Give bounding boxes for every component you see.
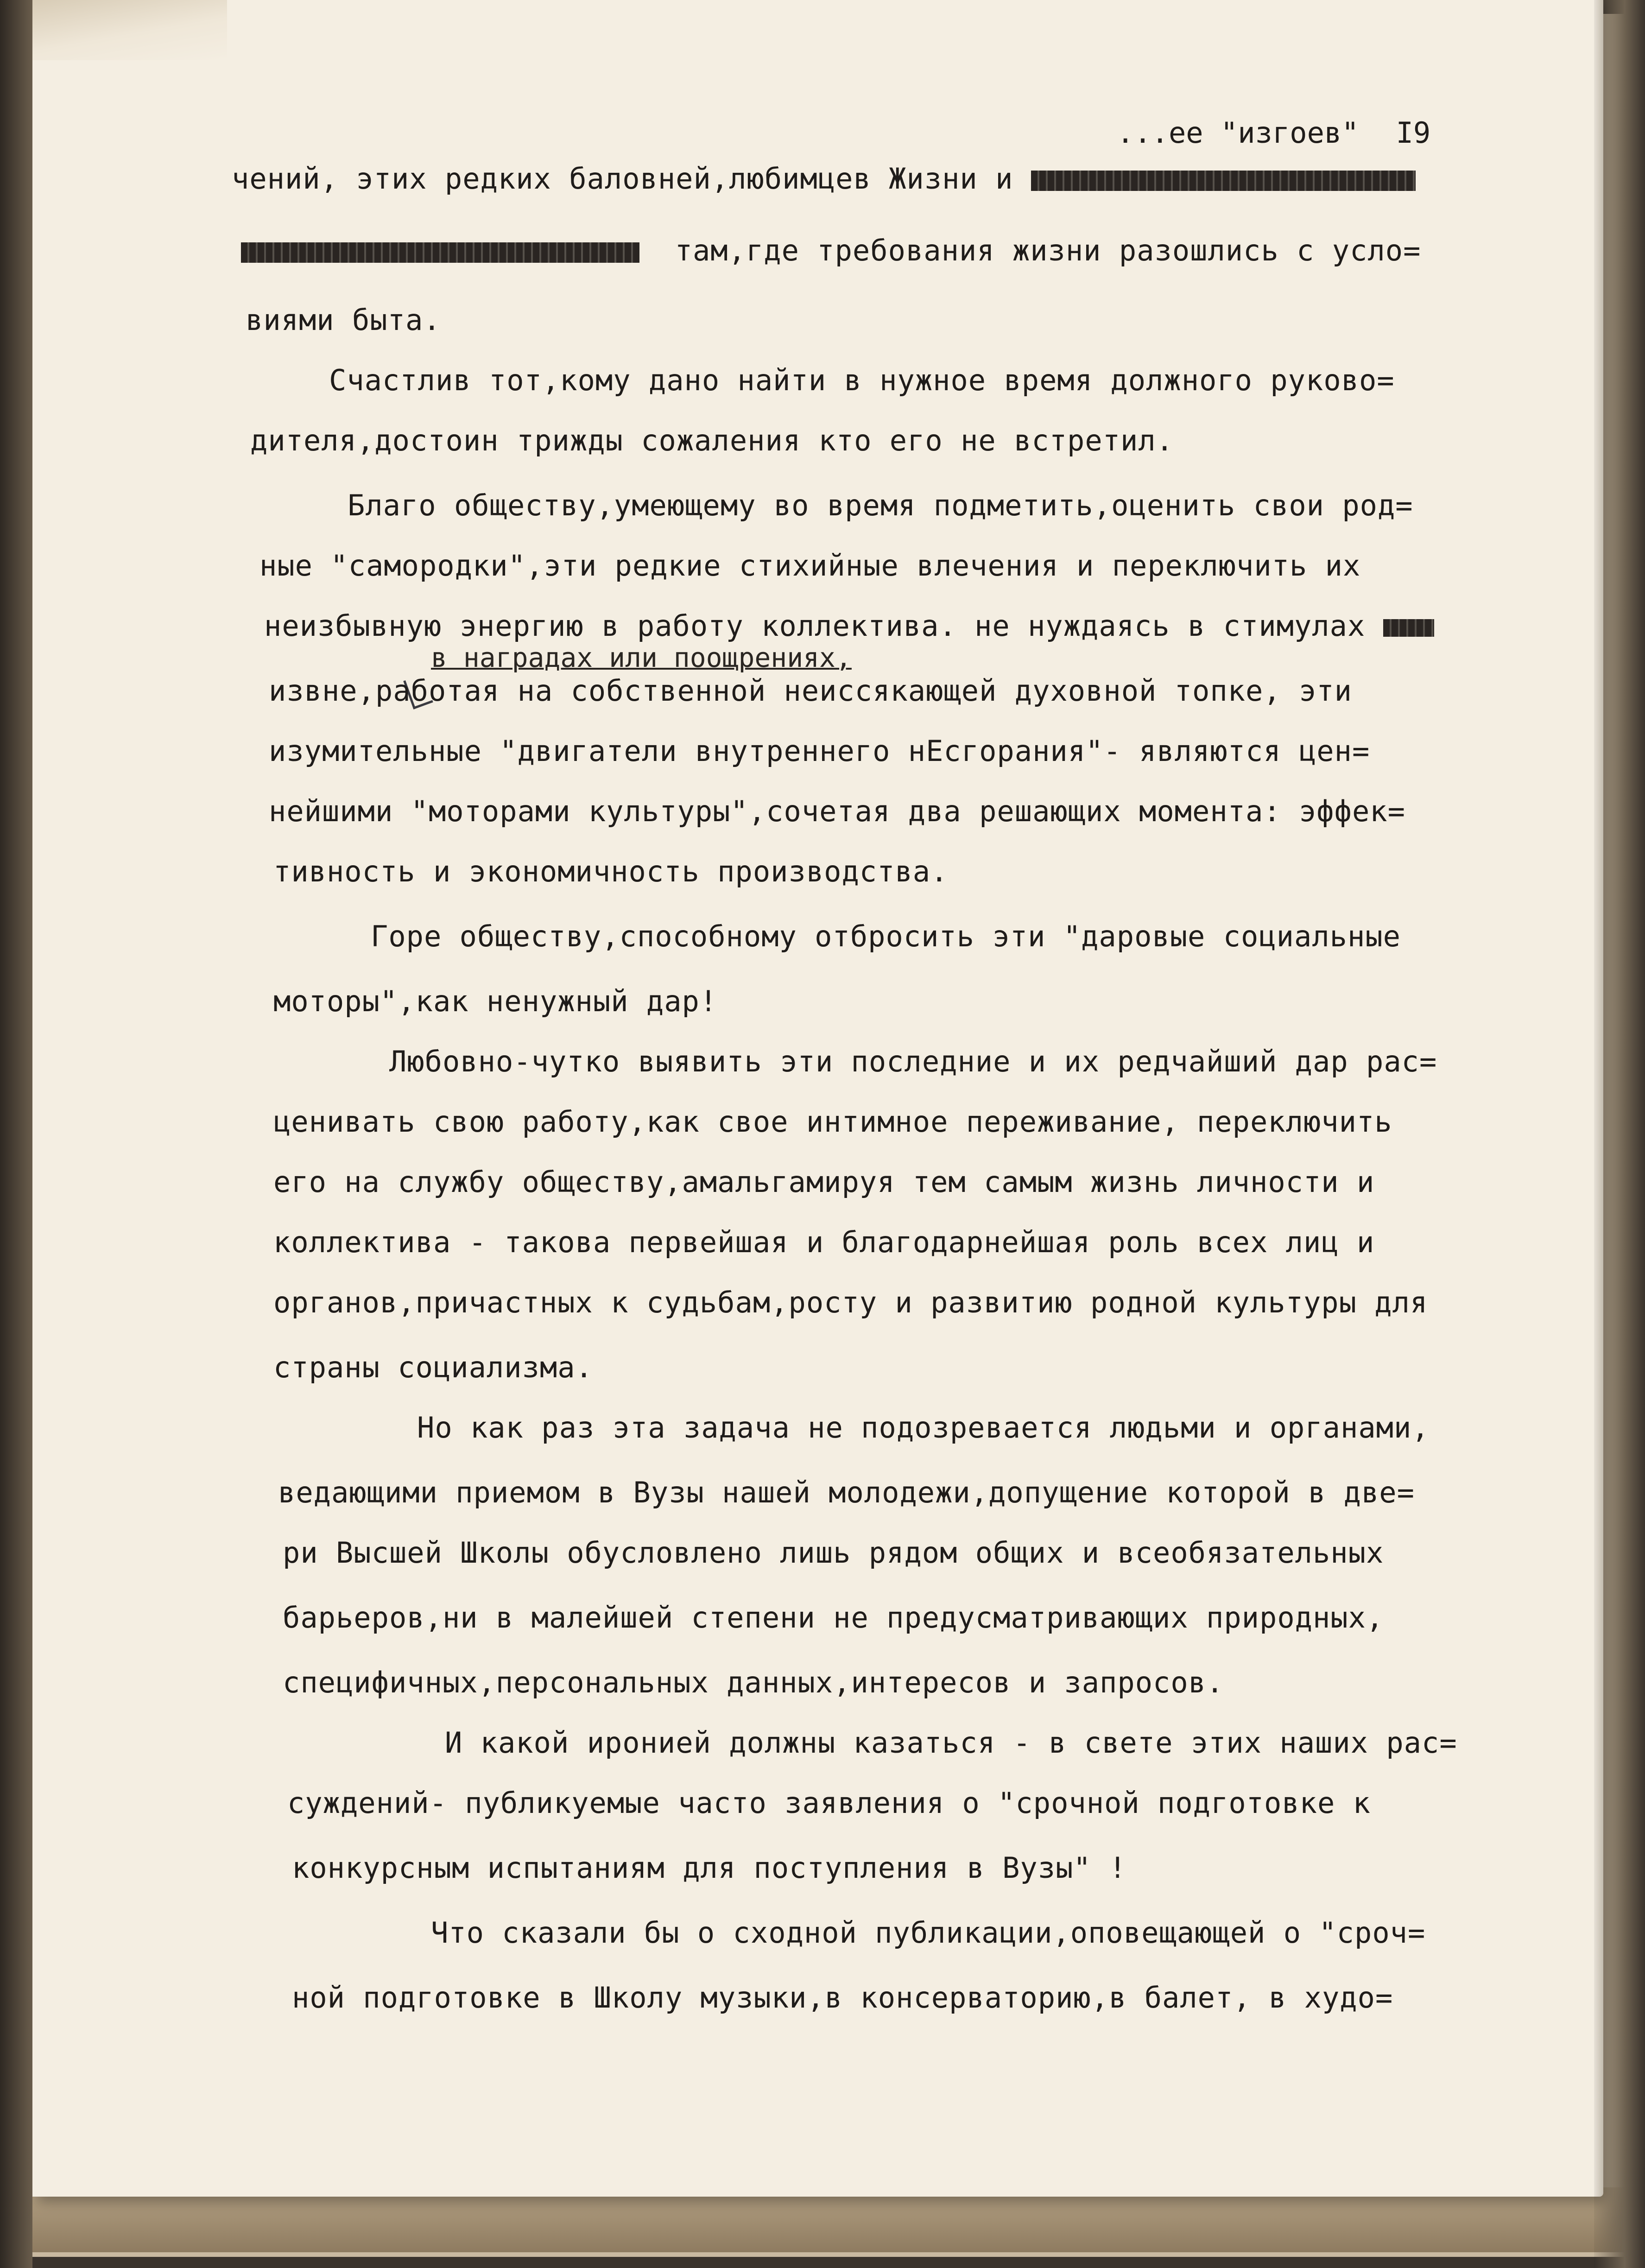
text-line: моторы",как ненужный дар! — [273, 984, 718, 1018]
text-line: Любовно-чутко выявить эти последние и их редчайший дар рас= — [389, 1045, 1437, 1078]
text-line: органов,причастных к судьбам,росту и развитию родной культуры для — [273, 1286, 1428, 1319]
text-line: ведающими приемом в Вузы нашей молодежи,допущение которой в две= — [278, 1476, 1415, 1509]
paper-bottom-edge — [28, 2187, 1640, 2252]
text-line: виями быта. — [246, 303, 441, 337]
text-line: изумительные "двигатели внутреннего нЕсгорания"- являются цен= — [269, 734, 1370, 768]
running-title: ...ее "изгоев" — [1117, 116, 1359, 150]
text-line: коллектива - такова первейшая и благодарнейшая роль всех лиц и — [273, 1225, 1375, 1259]
page-number: I9 — [1396, 116, 1431, 150]
text-line: Но как раз эта задача не подозревается людьми и органами, — [417, 1411, 1430, 1444]
text-line: извне,работая на собственной неиссякающей духовной топке, эти — [269, 674, 1352, 708]
text-line: ри Высшей Школы обусловлено лишь рядом общих и всеобязательных — [283, 1536, 1384, 1570]
text-line: Счастлив тот,кому дано найти в нужное время должного руково= — [329, 363, 1395, 397]
text-line: ные "самородки",эти редкие стихийные влечения и переключить их — [259, 549, 1361, 583]
text-line: специфичных,персональных данных,интересов и запросов. — [283, 1666, 1224, 1699]
struck-text — [1383, 619, 1434, 637]
text-line: И какой иронией должны казаться - в свете этих наших рас= — [445, 1726, 1457, 1760]
text-line: страны социализма. — [273, 1350, 593, 1384]
running-header — [1117, 116, 1430, 150]
text-line: там,где требования жизни разошлись с усло= — [241, 236, 1421, 265]
text-line: чений, этих редких баловней,любимцев Жизни и — [232, 165, 1416, 193]
text-line: неизбывную энергию в работу коллектива. не нуждаясь в стимулах — [264, 612, 1434, 640]
text-line: Благо обществу,умеющему во время подметить,оценить свои род= — [348, 488, 1413, 522]
text-line: дителя,достоин трижды сожаления кто его не встретил. — [250, 424, 1174, 457]
text-line: тивность и экономичность производства. — [273, 855, 949, 888]
redacted-text — [241, 242, 639, 263]
text-line: суждений- публикуемые часто заявления о "срочной подготовке к — [287, 1786, 1371, 1820]
text-line: ценивать свою работу,как свое интимное переживание, переключить — [273, 1105, 1392, 1139]
typewritten-page — [32, 0, 1603, 2197]
binding-edge — [0, 0, 32, 2268]
text-line: Что сказали бы о сходной публикации,оповещающей о "сроч= — [431, 1916, 1426, 1950]
text-line: его на службу обществу,амальгамируя тем самым жизнь личности и — [273, 1165, 1375, 1199]
text-line: Горе обществу,способному отбросить эти "даровые социальные — [371, 919, 1401, 953]
page-corner-fold — [32, 0, 227, 60]
text-line: барьеров,ни в малейшей степени не предусматривающих природных, — [283, 1601, 1384, 1634]
redacted-text — [1031, 171, 1416, 191]
page-edge-shadow — [1594, 0, 1645, 2268]
text-line: нейшими "моторами культуры",сочетая два решающих момента: эффек= — [269, 794, 1405, 828]
text-line: конкурсным испытаниям для поступления в Вузы" ! — [292, 1851, 1127, 1885]
handwritten-insertion: в наградах или поощрениях, — [431, 642, 852, 673]
text-line: ной подготовке в Школу музыки,в консерваторию,в балет, в худо= — [292, 1981, 1393, 2015]
